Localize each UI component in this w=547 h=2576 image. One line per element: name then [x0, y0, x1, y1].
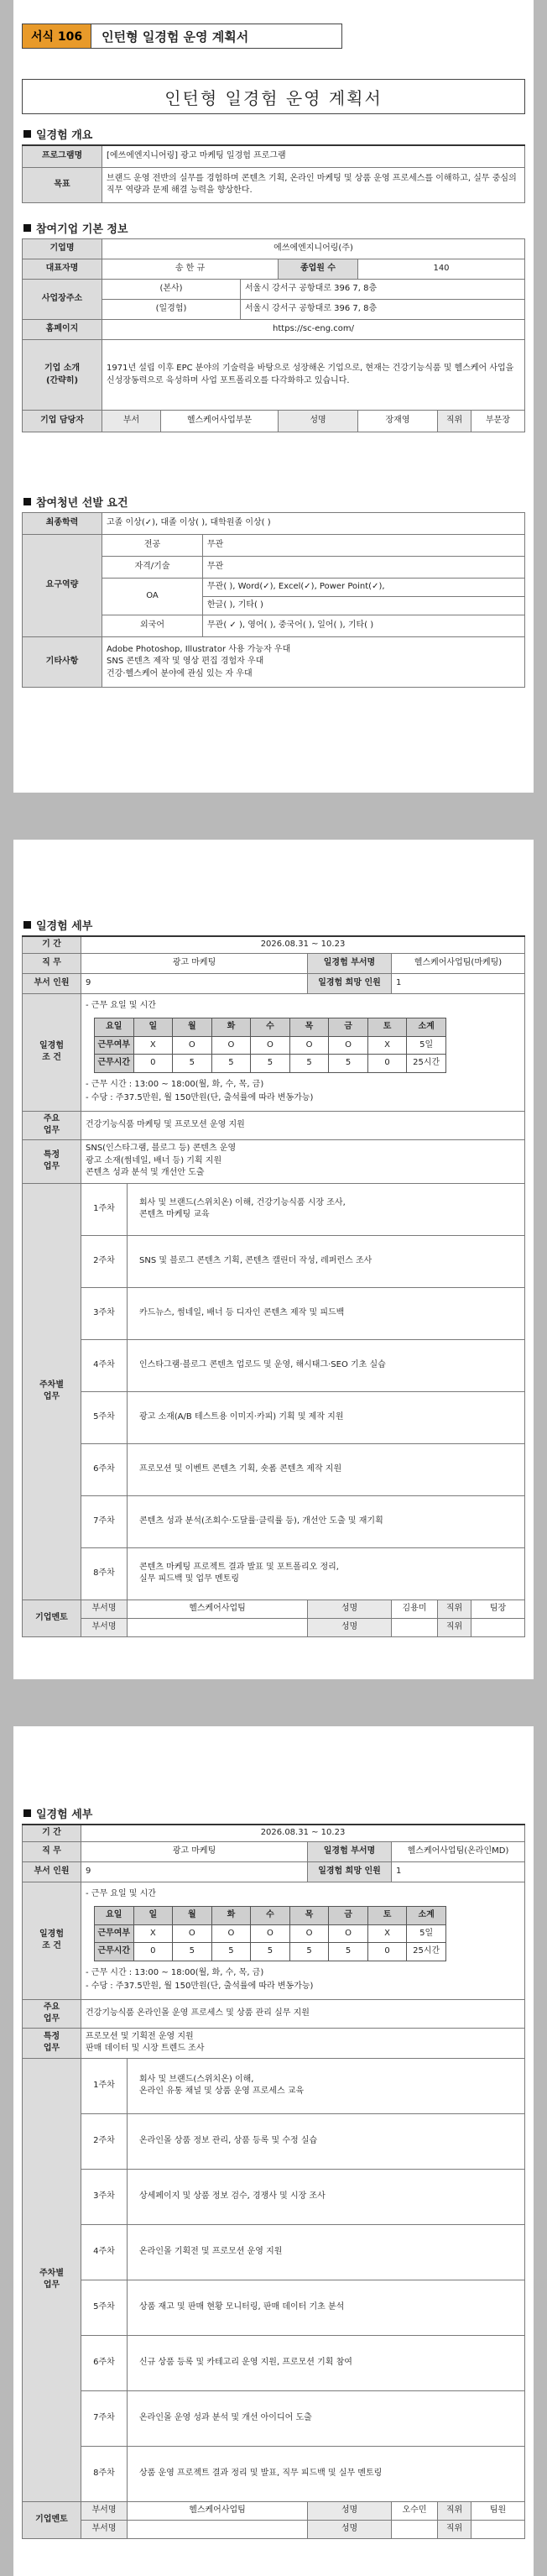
cert-label: 자격/기술	[102, 557, 203, 579]
mentor2-rank-value	[471, 1618, 525, 1636]
sched-head: 월	[173, 1907, 212, 1925]
sched-cell: 5일	[407, 1924, 446, 1943]
sched-cell: 0	[367, 1943, 407, 1961]
intro-label: 기업 소개 (간략히)	[23, 340, 102, 411]
oa-line-1: 무관( ), Word(✓), Excel(✓), Power Point(✓),	[203, 579, 525, 597]
cond-intro: - 근무 요일 및 시간	[86, 1889, 156, 1899]
sched-head: 일	[133, 1018, 173, 1037]
week-task: 상세페이지 및 상품 정보 검수, 경쟁사 및 시장 조사	[128, 2169, 525, 2224]
sched-cell: O	[251, 1036, 290, 1055]
per-label: 일경험 희망 인원	[308, 973, 392, 993]
mentor-name-label: 성명	[308, 1600, 392, 1618]
sched-cell: O	[329, 1036, 368, 1055]
company-table	[22, 238, 525, 432]
sched-cell: 5	[173, 1055, 212, 1073]
sched-cell: 근무여부	[95, 1036, 134, 1055]
lang-label: 외국어	[102, 615, 203, 637]
week-number: 6주차	[81, 2335, 128, 2390]
section-heading-company: 참여기업 기본 정보	[23, 220, 128, 236]
sched-head: 화	[211, 1018, 251, 1037]
week-number: 7주차	[81, 1495, 128, 1547]
people-label: 부서 인원	[23, 1861, 81, 1882]
main-task-label: 주요 업무	[23, 1111, 81, 1139]
week-number: 1주차	[81, 1183, 128, 1235]
week-number: 3주차	[81, 1287, 128, 1339]
per-value: 1	[392, 973, 525, 993]
mentor2-dept-label: 부서명	[81, 2520, 128, 2538]
square-bullet-icon	[23, 921, 31, 929]
week-number: 2주차	[81, 1235, 128, 1287]
oa-label: OA	[102, 579, 203, 615]
section-heading-detail: 일경험 세부	[23, 917, 92, 933]
overview-table	[22, 144, 525, 203]
mentor-rank-label: 직위	[438, 1600, 471, 1618]
sched-cell: 근무시간	[95, 1943, 134, 1961]
manager-rank-value: 부문장	[471, 411, 525, 432]
period-label: 기 간	[23, 936, 81, 953]
req-label: 요구역량	[23, 535, 102, 637]
company-value: 에쓰에엔지니어링(주)	[102, 239, 525, 259]
week-task: 콘텐츠 성과 분석(조회수·도달률·클릭률 등), 개선안 도출 및 재기획	[128, 1495, 525, 1547]
major-label: 전공	[102, 535, 203, 557]
etc-label: 기타사항	[23, 637, 102, 688]
cond-intro: - 근무 요일 및 시간	[86, 1001, 156, 1011]
square-bullet-icon	[23, 224, 31, 232]
cond-note: - 근무 시간 : 13:00 ~ 18:00(월, 화, 수, 목, 금) - 수당 : 주37.5만원, 월 150만원(단, 출석률에 따라 변동가능)	[86, 1079, 314, 1102]
document-title: 인턴형 일경험 운영 계획서	[22, 79, 525, 114]
period-label: 기 간	[23, 1825, 81, 1841]
week-number: 5주차	[81, 2280, 128, 2335]
schedule-table	[94, 1906, 446, 1961]
address-site-tag: (일경험)	[102, 300, 241, 320]
requirements-table	[22, 512, 525, 688]
sched-cell: X	[133, 1036, 173, 1055]
week-task: 콘텐츠 마케팅 프로젝트 결과 발표 및 포트폴리오 정리, 실무 피드백 및 업무 멘토링	[128, 1547, 525, 1600]
week-number: 2주차	[81, 2113, 128, 2169]
sched-cell: X	[133, 1924, 173, 1943]
week-number: 6주차	[81, 1443, 128, 1495]
mentor2-name-value	[392, 2520, 438, 2538]
company-label: 기업명	[23, 239, 102, 259]
sched-cell: 5일	[407, 1036, 446, 1055]
sched-cell: 0	[133, 1055, 173, 1073]
page-2	[13, 840, 534, 1679]
week-task: 회사 및 브랜드(스위치온) 이해, 건강기능식품 시장 조사, 콘텐츠 마케팅 교육	[128, 1183, 525, 1235]
sched-cell: O	[251, 1924, 290, 1943]
mentor-label: 기업멘토	[23, 1600, 81, 1636]
mentor-name-value: 김용미	[392, 1600, 438, 1618]
sched-head: 목	[289, 1018, 329, 1037]
sched-head: 요일	[95, 1018, 134, 1037]
sched-head: 수	[251, 1018, 290, 1037]
cert-value: 무관	[203, 557, 525, 579]
mentor2-rank-label: 직위	[438, 2520, 471, 2538]
manager-name-value: 장재영	[358, 411, 438, 432]
week-task: SNS 및 블로그 콘텐츠 기획, 콘텐츠 캘린더 작성, 레퍼런스 조사	[128, 1235, 525, 1287]
week-task: 회사 및 브랜드(스위치온) 이해, 온라인 유통 채널 및 상품 운영 프로세스 교육	[128, 2058, 525, 2113]
program-label: 프로그램명	[23, 145, 102, 167]
sched-cell: 5	[211, 1943, 251, 1961]
form-name: 인턴형 일경험 운영 계획서	[91, 24, 342, 49]
sched-cell: 5	[173, 1943, 212, 1961]
week-task: 상품 운영 프로젝트 결과 정리 및 발표, 직무 피드백 및 실무 멘토링	[128, 2446, 525, 2501]
major-value: 무관	[203, 535, 525, 557]
program-value: [에쓰에엔지니어링] 광고 마케팅 일경험 프로그램	[102, 145, 525, 167]
mentor-name-label: 성명	[308, 2501, 392, 2520]
square-bullet-icon	[23, 130, 31, 138]
week-task: 온라인몰 기획전 및 프로모션 운영 지원	[128, 2224, 525, 2280]
goal-value: 브랜드 운영 전반의 실무를 경험하며 콘텐츠 기획, 온라인 마케팅 및 상품 운영 프로세스를 이해하고, 실무 중심의 직무 역량과 문제 해결 능력을 향상한다.	[102, 167, 525, 202]
mentor-dept-value: 헬스케어사업팀	[128, 2501, 308, 2520]
main-task-value: 건강기능식품 온라인몰 운영 프로세스 및 상품 관리 실무 지원	[81, 1999, 525, 2028]
job-label: 직 무	[23, 1841, 81, 1861]
address-label: 사업장주소	[23, 280, 102, 320]
form-label	[22, 24, 342, 49]
sched-cell: 25시간	[407, 1055, 446, 1073]
week-task: 인스타그램·블로그 콘텐츠 업로드 및 운영, 해시태그·SEO 기초 실습	[128, 1339, 525, 1391]
lang-value: 무관( ✓ ), 영어( ), 중국어( ), 일어( ), 기타( )	[203, 615, 525, 637]
sched-cell: 5	[289, 1943, 329, 1961]
period-value: 2026.08.31 ~ 10.23	[81, 1825, 525, 1841]
per-value: 1	[392, 1861, 525, 1882]
sched-head: 금	[329, 1907, 368, 1925]
week-task: 프로모션 및 이벤트 콘텐츠 기획, 숏폼 콘텐츠 제작 지원	[128, 1443, 525, 1495]
detail-table-online-md	[22, 1824, 525, 2539]
address-main-value: 서울시 강서구 공항대로 396 7, 8층	[241, 280, 525, 300]
cond-label: 일경험 조 건	[23, 993, 81, 1111]
sched-cell: 25시간	[407, 1943, 446, 1961]
page-3	[13, 1726, 534, 2576]
manager-label: 기업 담당자	[23, 411, 102, 432]
job-label: 직 무	[23, 953, 81, 973]
section-heading-detail: 일경험 세부	[23, 1805, 92, 1821]
sched-cell: O	[211, 1924, 251, 1943]
main-task-value: 건강기능식품 마케팅 및 프로모션 운영 지원	[81, 1111, 525, 1139]
sched-cell: 5	[211, 1055, 251, 1073]
sched-head: 요일	[95, 1907, 134, 1925]
sched-cell: 5	[329, 1943, 368, 1961]
mentor2-name-label: 성명	[308, 2520, 392, 2538]
people-value: 9	[81, 973, 308, 993]
manager-rank-label: 직위	[438, 411, 471, 432]
sched-head: 일	[133, 1907, 173, 1925]
schedule-table	[94, 1018, 446, 1073]
employees-label: 종업원 수	[279, 259, 358, 280]
sched-head: 화	[211, 1907, 251, 1925]
weekly-label: 주차별 업무	[23, 2058, 81, 2501]
cond-note: - 근무 시간 : 13:00 ~ 18:00(월, 화, 수, 목, 금) - 수당 : 주37.5만원, 월 150만원(단, 출석률에 따라 변동가능)	[86, 1967, 314, 1991]
sched-cell: O	[289, 1924, 329, 1943]
sched-cell: 0	[133, 1943, 173, 1961]
job-value: 광고 마케팅	[81, 953, 308, 973]
edu-value: 고졸 이상(✓), 대졸 이상( ), 대학원졸 이상( )	[102, 513, 525, 535]
weekly-label: 주차별 업무	[23, 1183, 81, 1600]
week-task: 신규 상품 등록 및 카테고리 운영 지원, 프로모션 기획 참여	[128, 2335, 525, 2390]
form-badge: 서식 106	[22, 24, 91, 49]
period-value: 2026.08.31 ~ 10.23	[81, 936, 525, 953]
cond-cell	[81, 1882, 525, 1999]
intro-value: 1971년 설립 이후 EPC 분야의 기술력을 바탕으로 성장해온 기업으로, 현재는 건강기능식품 및 헬스케어 사업을 신성장동력으로 육성하며 사업 포트폴리오를 다각화하고 있습니다.	[102, 340, 525, 411]
week-task: 온라인몰 상품 정보 관리, 상품 등록 및 수정 실습	[128, 2113, 525, 2169]
special-task-value: SNS(인스타그램, 블로그 등) 콘텐츠 운영 광고 소재(썸네일, 배너 등) 기획 지원 콘텐츠 성과 분석 및 개선안 도출	[81, 1139, 525, 1183]
sched-cell: O	[289, 1036, 329, 1055]
sched-head: 목	[289, 1907, 329, 1925]
sched-head: 토	[367, 1907, 407, 1925]
sched-head: 토	[367, 1018, 407, 1037]
square-bullet-icon	[23, 1809, 31, 1817]
sched-cell: 근무여부	[95, 1924, 134, 1943]
cond-label: 일경험 조 건	[23, 1882, 81, 1999]
week-task: 광고 소재(A/B 테스트용 이미지·카피) 기획 및 제작 지원	[128, 1391, 525, 1443]
people-value: 9	[81, 1861, 308, 1882]
mentor-rank-value: 팀원	[471, 2501, 525, 2520]
sched-cell: O	[329, 1924, 368, 1943]
week-number: 3주차	[81, 2169, 128, 2224]
sched-cell: X	[367, 1036, 407, 1055]
mentor2-dept-value	[128, 1618, 308, 1636]
sched-cell: 0	[367, 1055, 407, 1073]
sched-cell: O	[173, 1924, 212, 1943]
homepage-label: 홈페이지	[23, 320, 102, 340]
manager-dept-value: 헬스케어사업부문	[161, 411, 279, 432]
mentor-label: 기업멘토	[23, 2501, 81, 2538]
mentor-dept-value: 헬스케어사업팀	[128, 1600, 308, 1618]
goal-label: 목표	[23, 167, 102, 202]
sched-head: 금	[329, 1018, 368, 1037]
week-number: 8주차	[81, 1547, 128, 1600]
mentor-dept-label: 부서명	[81, 1600, 128, 1618]
detail-table-marketing	[22, 935, 525, 1637]
dept-label: 일경험 부서명	[308, 1841, 392, 1861]
week-number: 5주차	[81, 1391, 128, 1443]
mentor2-rank-label: 직위	[438, 1618, 471, 1636]
week-number: 4주차	[81, 2224, 128, 2280]
sched-cell: 근무시간	[95, 1055, 134, 1073]
mentor2-name-label: 성명	[308, 1618, 392, 1636]
week-number: 4주차	[81, 1339, 128, 1391]
per-label: 일경험 희망 인원	[308, 1861, 392, 1882]
ceo-value: 송 한 규	[102, 259, 279, 280]
mentor2-dept-value	[128, 2520, 308, 2538]
ceo-label: 대표자명	[23, 259, 102, 280]
week-number: 1주차	[81, 2058, 128, 2113]
section-heading-requirements: 참여청년 선발 요건	[23, 494, 128, 510]
sched-head: 월	[173, 1018, 212, 1037]
manager-dept-label: 부서	[102, 411, 161, 432]
edu-label: 최종학력	[23, 513, 102, 535]
dept-value: 헬스케어사업팀(온라인MD)	[392, 1841, 525, 1861]
mentor2-dept-label: 부서명	[81, 1618, 128, 1636]
sched-cell: 5	[251, 1055, 290, 1073]
oa-line-2: 한글( ), 기타( )	[203, 597, 525, 615]
main-task-label: 주요 업무	[23, 1999, 81, 2028]
special-task-label: 특정 업무	[23, 2028, 81, 2058]
mentor-dept-label: 부서명	[81, 2501, 128, 2520]
mentor2-name-value	[392, 1618, 438, 1636]
mentor-rank-value: 팀장	[471, 1600, 525, 1618]
mentor-name-value: 오수민	[392, 2501, 438, 2520]
special-task-label: 특정 업무	[23, 1139, 81, 1183]
week-number: 7주차	[81, 2390, 128, 2446]
special-task-value: 프로모션 및 기획전 운영 지원 판매 데이터 및 시장 트렌드 조사	[81, 2028, 525, 2058]
sched-head: 수	[251, 1907, 290, 1925]
cond-cell	[81, 993, 525, 1111]
week-task: 상품 재고 및 판매 현황 모니터링, 판매 데이터 기초 분석	[128, 2280, 525, 2335]
week-number: 8주차	[81, 2446, 128, 2501]
page-1	[13, 0, 534, 793]
etc-value: Adobe Photoshop, Illustrator 사용 가능자 우대 SNS 콘텐츠 제작 및 영상 편집 경험자 우대 건강·헬스케어 분야에 관심 있는 자 우대	[102, 637, 525, 688]
employees-value: 140	[358, 259, 525, 280]
sched-cell: X	[367, 1924, 407, 1943]
dept-value: 헬스케어사업팀(마케팅)	[392, 953, 525, 973]
manager-name-label: 성명	[279, 411, 358, 432]
mentor2-rank-value	[471, 2520, 525, 2538]
address-site-value: 서울시 강서구 공항대로 396 7, 8층	[241, 300, 525, 320]
mentor-rank-label: 직위	[438, 2501, 471, 2520]
sched-cell: O	[211, 1036, 251, 1055]
homepage-link[interactable]: https://sc-eng.com/	[102, 320, 525, 340]
sched-head: 소계	[407, 1907, 446, 1925]
sched-cell: 5	[329, 1055, 368, 1073]
address-main-tag: (본사)	[102, 280, 241, 300]
week-task: 온라인몰 운영 성과 분석 및 개선 아이디어 도출	[128, 2390, 525, 2446]
square-bullet-icon	[23, 498, 31, 505]
section-heading-overview: 일경험 개요	[23, 126, 92, 142]
job-value: 광고 마케팅	[81, 1841, 308, 1861]
sched-cell: O	[173, 1036, 212, 1055]
week-task: 카드뉴스, 썸네일, 배너 등 디자인 콘텐츠 제작 및 피드백	[128, 1287, 525, 1339]
sched-cell: 5	[251, 1943, 290, 1961]
sched-head: 소계	[407, 1018, 446, 1037]
dept-label: 일경험 부서명	[308, 953, 392, 973]
sched-cell: 5	[289, 1055, 329, 1073]
people-label: 부서 인원	[23, 973, 81, 993]
